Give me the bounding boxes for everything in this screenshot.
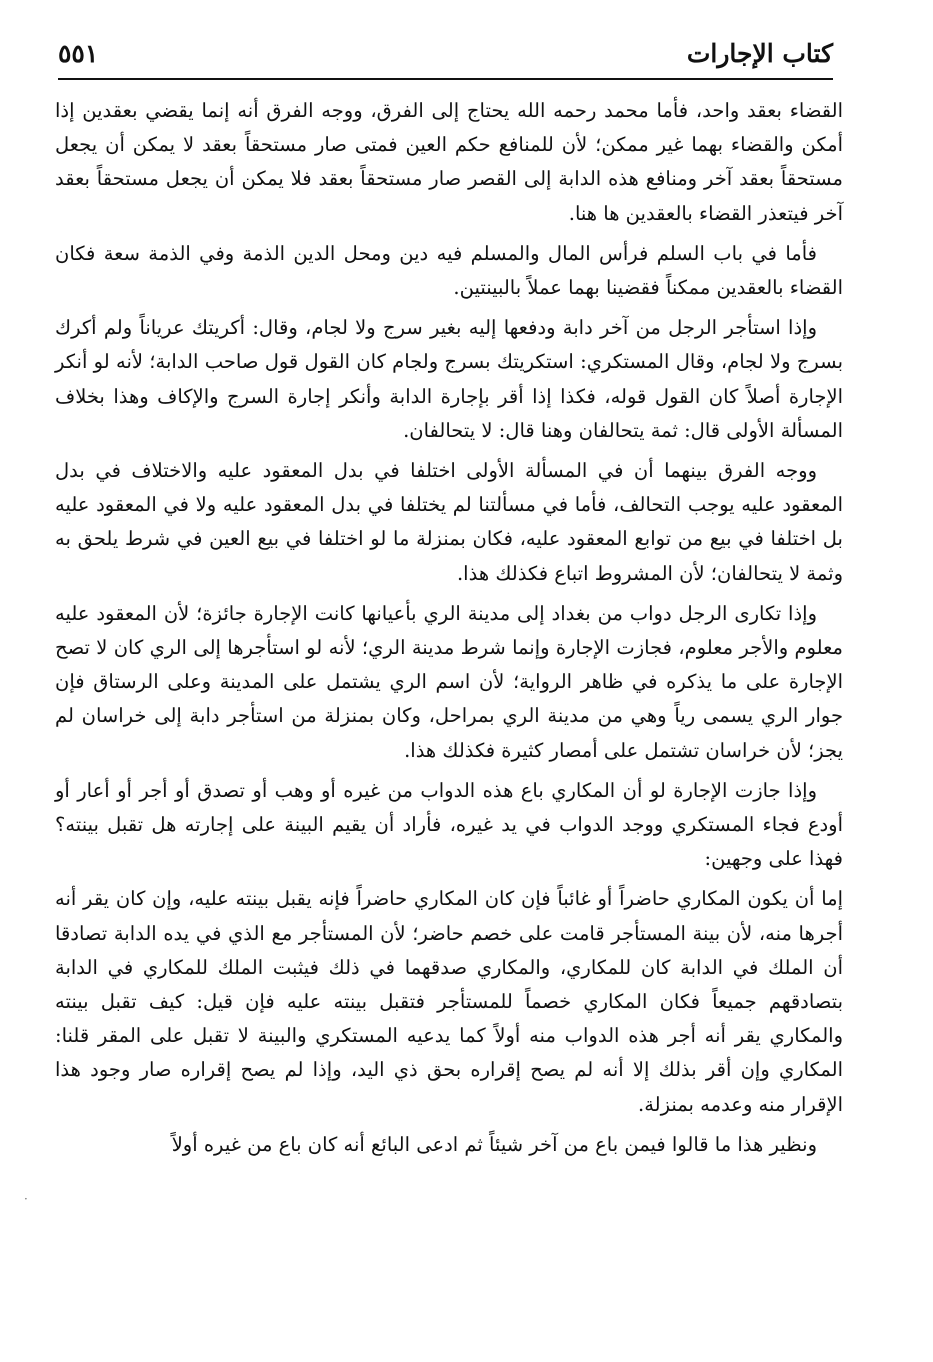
running-title: كتاب الإجارات (686, 39, 833, 68)
page-header (58, 30, 833, 76)
page-number: ٥٥١ (58, 39, 99, 68)
paragraph: إما أن يكون المكاري حاضراً أو غائباً فإن كان المكاري حاضراً فإنه يقبل بينته عليه، وإن كان يقر أنه أجرها منه، لأن بينة المستأجر قامت على خصم حاضر؛ لأن المستأجر مع الذي في يده الدابة تصادقا أن الملك في الدابة كان للمكاري، والمكاري صدقهما في ذلك فيثبت الملك للمكاري في الدابة بتصادقهم جميعاً فكان المكاري خصماً للمستأجر فتقبل بينته عليه فإن قيل: كيف تقبل بينته والمكاري يقر أنه أجر هذه الدواب منه أولاً كما يدعيه المستكري والبينة لا تقبل على المقر قلنا: المكاري وإن أقر بذلك إلا أنه لم يصح إقراره بحق ذي اليد، وإذا لم يصح إقراره صار وجود هذا الإقرار منه وعدمه بمنزلة. (55, 887, 843, 1116)
paragraph: وإذا جازت الإجارة لو أن المكاري باع هذه الدواب من غيره أو وهب أو تصدق أو أجر أو أعار أو أودع فجاء المستكري ووجد الدواب في يد غيره، فأراد أن يقيم البينة على إجارته هل تقبل بينته؟ فهذا على وجهين: (55, 778, 843, 871)
paragraph: ووجه الفرق بينهما أن في المسألة الأولى اختلفا في بدل المعقود عليه والاختلاف في بدل المعقود عليه يوجب التحالف، فأما في مسألتنا لم يختلفا في بدل المعقود عليه ولا في المعقود عليه بل اختلفا في بيع من توابع المعقود عليه، فكان بمنزلة ما لو اختلفا في بيع العين في شرط يلحق به وثمة لا يتحالفان؛ لأن المشروط اتباع فكذلك هذا. (55, 459, 843, 585)
paragraph: وإذا تكارى الرجل دواب من بغداد إلى مدينة الري بأعيانها كانت الإجارة جائزة؛ لأن المعقود عليه معلوم والأجر معلوم، فجازت الإجارة وإنما شرط مدينة الري؛ لأنه لو استأجرها إلى الري كان لا تصح الإجارة على ما يذكره في ظاهر الرواية؛ لأن اسم الري يشتمل على المدينة وعلى الرستاق فإن جوار الري يسمى رياً وهي من مدينة الري بمراحل، وكان بمنزلة من استأجر دابة إلى خراسان لم يجز؛ لأن خراسان تشتمل على أمصار كثيرة فكذلك هذا. (55, 601, 843, 762)
paragraph: فأما في باب السلم فرأس المال والمسلم فيه دين ومحل الدين الذمة وفي الذمة سعة فكان القضاء بالعقدين ممكناً فقضينا بهما عملاً بالبينتين. (55, 241, 843, 300)
paragraph: القضاء بعقد واحد، فأما محمد رحمه الله يحتاج إلى الفرق، ووجه الفرق أنه إنما يقضي بعقدين إذا أمكن والقضاء بهما غير ممكن؛ لأن للمنافع حكم العين فمتى صار مستحقاً بعقد لا يمكن أن يجعل مستحقاً بعقد آخر ومنافع هذه الدابة إلى القصر صار مستحقاً بعقد فلا يمكن أن يجعل مستحقاً بعقد آخر فيتعذر القضاء بالعقدين ها هنا. (55, 99, 843, 225)
margin-mark: · (24, 1192, 28, 1206)
paragraph: وإذا استأجر الرجل من آخر دابة ودفعها إليه بغير سرج ولا لجام، وقال: أكريتك عرياناً ولم أكرك بسرج ولا لجام، وقال المستكري: استكريتك بسرج ولجام كان القول قول صاحب الدابة؛ لأنه لو أنكر الإجارة أصلاً كان القول قوله، فكذا إذا أقر بإجارة الدابة وأنكر إجارة السرج والإكاف وهذا بخلاف المسألة الأولى قال: ثمة يتحالفان وهنا قال: لا يتحالفان. (55, 316, 843, 442)
header-rule (58, 78, 833, 80)
page-body (55, 94, 843, 1168)
paragraph: ونظير هذا ما قالوا فيمن باع من آخر شيئاً ثم ادعى البائع أنه كان باع من غيره أولاً (171, 1132, 817, 1156)
